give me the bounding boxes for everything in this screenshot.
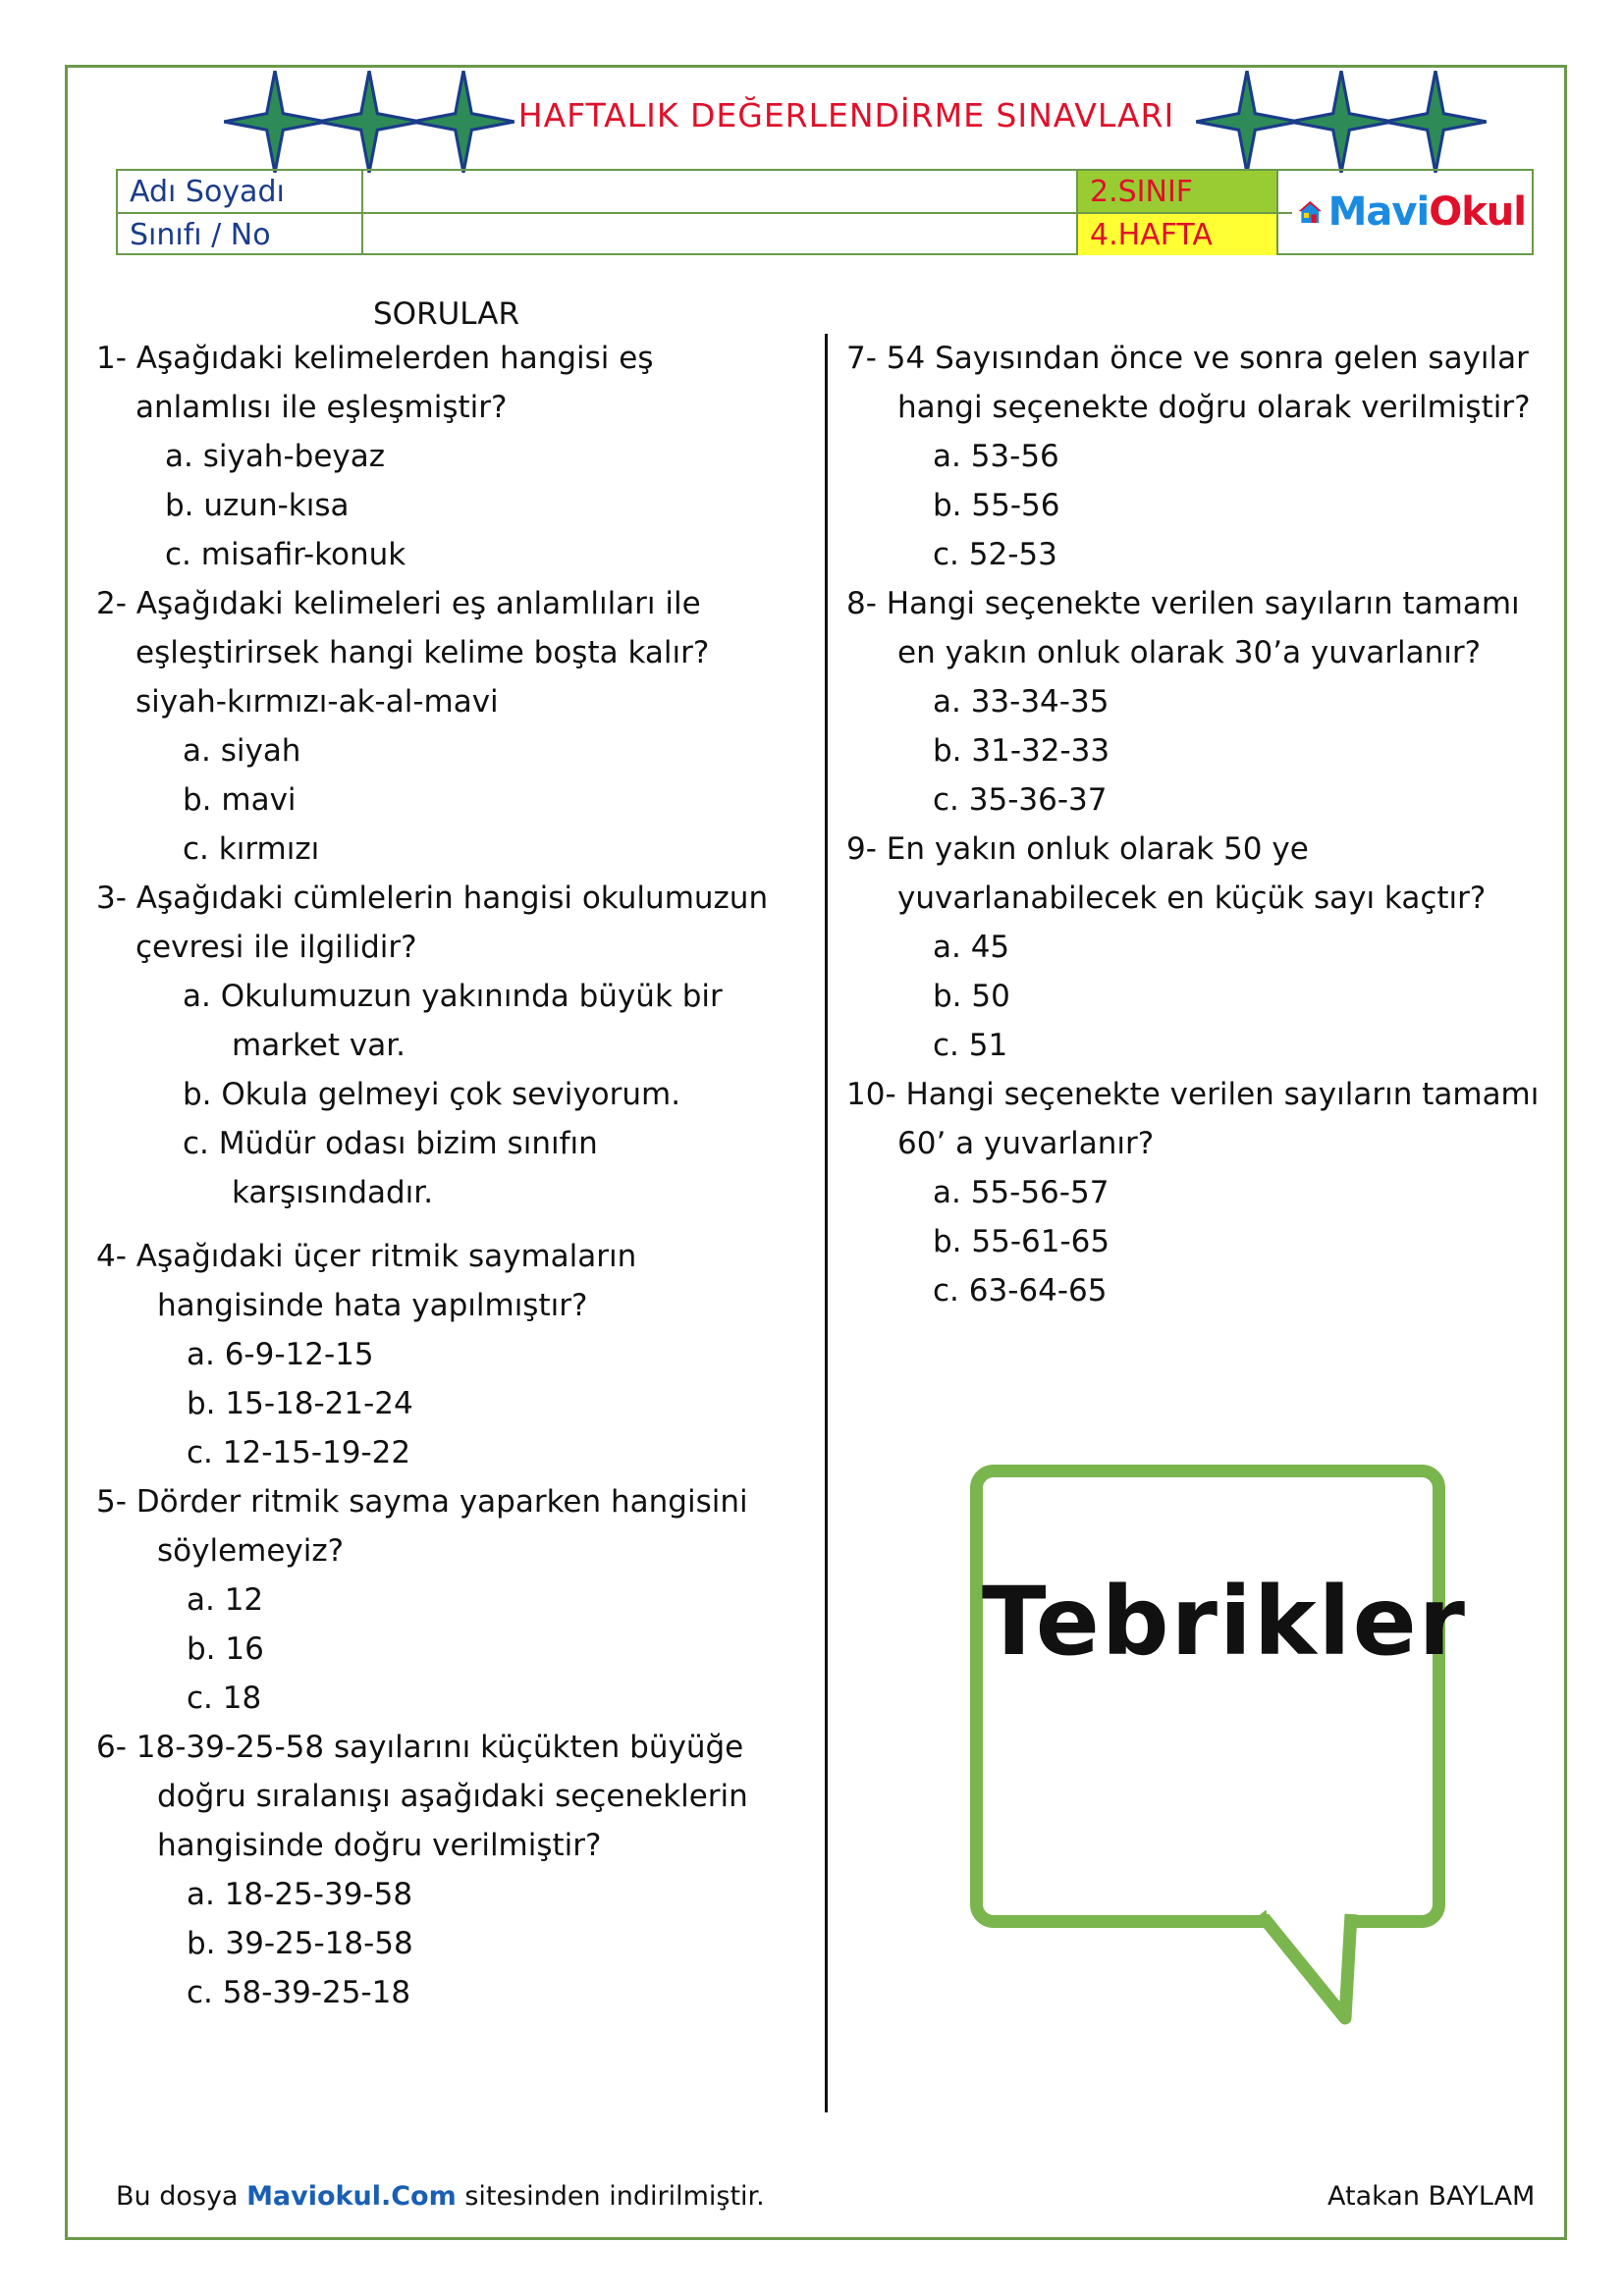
answer-option[interactable]: a. siyah xyxy=(183,733,301,769)
answer-option[interactable]: a. Okulumuzun yakınında büyük bir xyxy=(183,979,723,1014)
star-icon xyxy=(224,71,326,173)
answer-option[interactable]: c. 51 xyxy=(933,1028,1008,1063)
question-text-line: anlamlısı ile eşleşmiştir? xyxy=(135,390,508,425)
question-text: 1- Aşağıdaki kelimelerden hangisi eş xyxy=(96,341,654,376)
answer-option[interactable]: a. 45 xyxy=(933,930,1010,965)
question-text-line: söylemeyiz? xyxy=(157,1533,345,1569)
week-badge: 4.HAFTA xyxy=(1078,214,1276,255)
house-icon xyxy=(1298,185,1323,240)
question-text-line: hangisinde doğru verilmiştir? xyxy=(157,1828,602,1863)
question-text-line: hangi seçenekte doğru olarak verilmiştir? xyxy=(897,390,1531,425)
answer-option[interactable]: a. siyah-beyaz xyxy=(165,439,386,474)
maviokul-logo xyxy=(1298,173,1526,251)
grade-badge: 2.SINIF xyxy=(1078,171,1276,212)
footer-site-link[interactable]: Maviokul.Com xyxy=(246,2181,457,2212)
class-field[interactable] xyxy=(363,214,1076,255)
star-icon xyxy=(318,71,420,173)
star-icon xyxy=(1290,71,1392,173)
star-icon xyxy=(412,71,514,173)
question-text-line: siyah-kırmızı-ak-al-mavi xyxy=(135,684,499,720)
answer-option[interactable]: b. 16 xyxy=(187,1631,264,1667)
name-field[interactable] xyxy=(363,171,1076,212)
question-text: 8- Hangi seçenekte verilen sayıların tamamı xyxy=(846,586,1520,621)
answer-option[interactable]: market var. xyxy=(232,1028,406,1063)
speech-bubble xyxy=(970,1465,1468,1928)
answer-option[interactable]: a. 55-56-57 xyxy=(933,1175,1110,1210)
answer-option[interactable]: a. 18-25-39-58 xyxy=(187,1877,413,1912)
answer-option[interactable]: c. 12-15-19-22 xyxy=(187,1435,411,1470)
answer-option[interactable]: c. 35-36-37 xyxy=(933,782,1108,818)
question-text-line: yuvarlanabilecek en küçük sayı kaçtır? xyxy=(897,881,1487,916)
question-text-line: çevresi ile ilgilidir? xyxy=(135,930,417,965)
answer-option[interactable]: c. 18 xyxy=(187,1681,262,1716)
answer-option[interactable]: c. 58-39-25-18 xyxy=(187,1975,411,2010)
page-title: HAFTALIK DEĞERLENDİRME SINAVLARI xyxy=(517,96,1175,134)
question-text: 7- 54 Sayısından önce ve sonra gelen sayılar xyxy=(846,341,1529,376)
question-text: 5- Dörder ritmik sayma yaparken hangisini xyxy=(96,1484,748,1520)
answer-option[interactable]: b. 55-56 xyxy=(933,488,1060,523)
stars-left xyxy=(224,71,507,173)
star-icon xyxy=(1384,71,1487,173)
answer-option[interactable]: c. misafir-konuk xyxy=(165,537,406,572)
footer-source: Bu dosya Maviokul.Com sitesinden indirilmiştir. xyxy=(116,2181,765,2212)
question-text-line: eşleştirirsek hangi kelime boşta kalır? xyxy=(135,635,710,670)
question-text-line: en yakın onluk olarak 30’a yuvarlanır? xyxy=(897,635,1482,670)
question-text: 10- Hangi seçenekte verilen sayıların tamamı xyxy=(846,1077,1540,1112)
question-text-line: hangisinde hata yapılmıştır? xyxy=(157,1288,588,1323)
bubble-tail xyxy=(1257,1908,1375,2026)
answer-option[interactable]: b. 31-32-33 xyxy=(933,733,1110,769)
answer-option[interactable]: c. kırmızı xyxy=(183,831,320,867)
class-label: Sınıfı / No xyxy=(130,217,271,252)
answer-option[interactable]: c. 63-64-65 xyxy=(933,1273,1108,1308)
question-text: 3- Aşağıdaki cümlelerin hangisi okulumuzun xyxy=(96,881,769,916)
answer-option[interactable]: b. 15-18-21-24 xyxy=(187,1386,413,1421)
logo-text: MaviOkul xyxy=(1327,189,1526,235)
section-title: SORULAR xyxy=(373,296,520,332)
answer-option[interactable]: b. uzun-kısa xyxy=(165,488,350,523)
question-text-line: 60’ a yuvarlanır? xyxy=(897,1126,1155,1161)
question-text: 2- Aşağıdaki kelimeleri eş anlamlıları ile xyxy=(96,586,701,621)
question-text: 4- Aşağıdaki üçer ritmik saymaların xyxy=(96,1239,637,1274)
answer-option[interactable]: a. 33-34-35 xyxy=(933,684,1110,720)
footer-author: Atakan BAYLAM xyxy=(1327,2181,1536,2212)
star-icon xyxy=(1196,71,1298,173)
column-divider xyxy=(825,334,828,2112)
stars-right xyxy=(1196,71,1479,173)
answer-option[interactable]: b. 39-25-18-58 xyxy=(187,1926,413,1961)
answer-option[interactable]: c. Müdür odası bizim sınıfın xyxy=(183,1126,598,1161)
name-label: Adı Soyadı xyxy=(130,174,285,209)
answer-option[interactable]: karşısındadır. xyxy=(232,1175,434,1210)
answer-option[interactable]: b. 55-61-65 xyxy=(933,1224,1110,1259)
question-text-line: doğru sıralanışı aşağıdaki seçeneklerin xyxy=(157,1779,748,1814)
answer-option[interactable]: b. 50 xyxy=(933,979,1010,1014)
answer-option[interactable]: a. 12 xyxy=(187,1582,264,1618)
question-text: 6- 18-39-25-58 sayılarını küçükten büyüğe xyxy=(96,1730,744,1765)
answer-option[interactable]: b. Okula gelmeyi çok seviyorum. xyxy=(183,1077,681,1112)
answer-option[interactable]: a. 6-9-12-15 xyxy=(187,1337,374,1372)
answer-option[interactable]: c. 52-53 xyxy=(933,537,1057,572)
question-text: 9- En yakın onluk olarak 50 ye xyxy=(846,831,1309,867)
congrats-text: Tebrikler xyxy=(982,1567,1468,1677)
answer-option[interactable]: a. 53-56 xyxy=(933,439,1059,474)
answer-option[interactable]: b. mavi xyxy=(183,782,297,818)
